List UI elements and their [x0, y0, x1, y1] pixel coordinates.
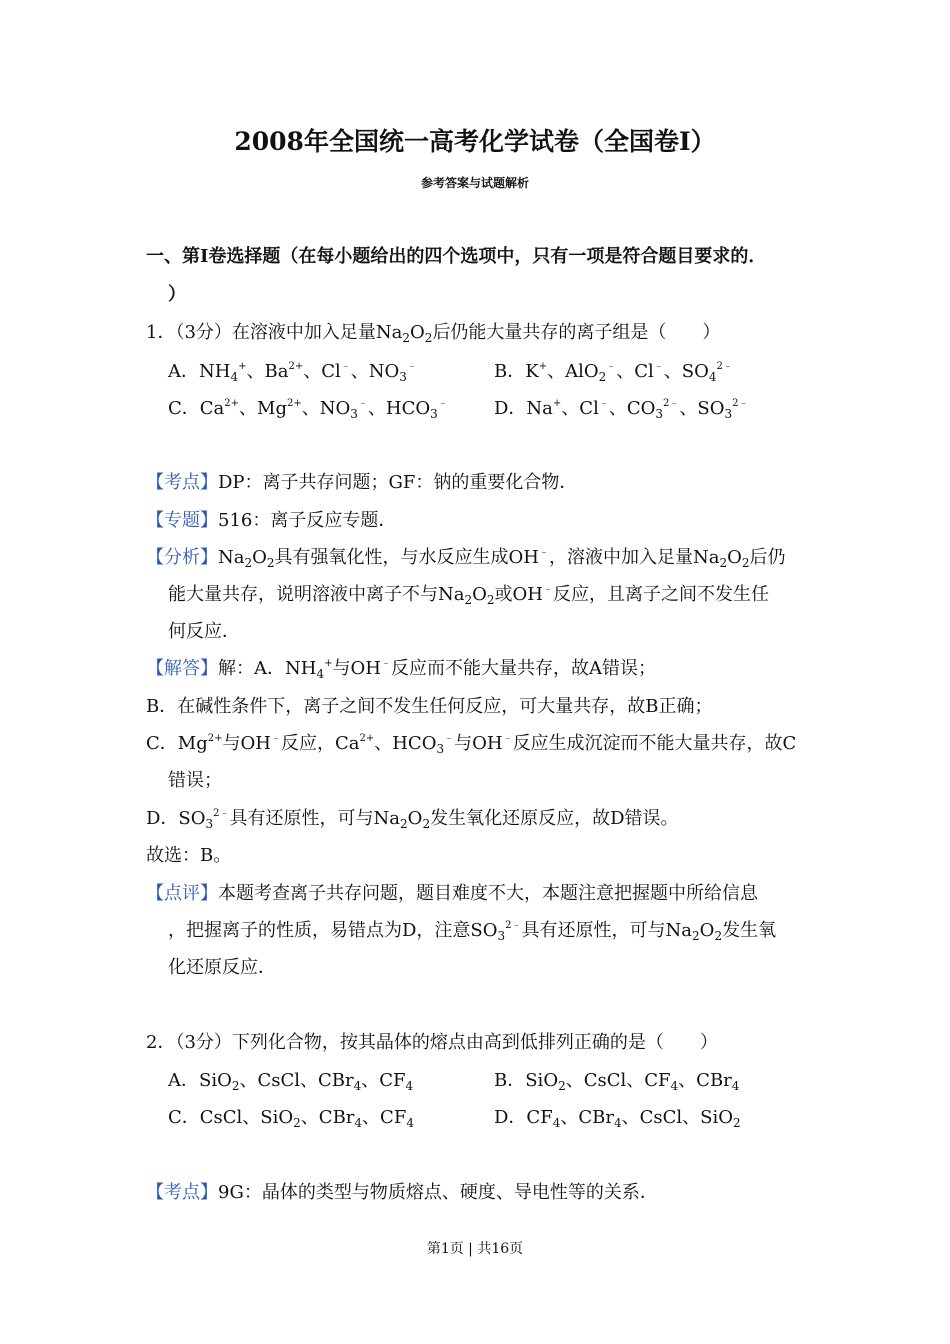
page-title: 2008年全国统一高考化学试卷（全国卷I）	[234, 127, 716, 156]
fenxi-tag: 【分析】	[146, 547, 218, 568]
q1-jieda-c: C．$Mg^{2+}$与OH﹣反应，$Ca^{2+}$、$HCO_3^﹣$与OH﹣反应生成沉淀而不能大量共存，故C	[146, 733, 797, 756]
q1-dianping-line3: 化还原反应．	[168, 957, 276, 978]
q1-option-b: B．K+、AlO$_2$﹣、Cl﹣、$SO_4^{2﹣}$	[494, 361, 733, 384]
q1-fenxi-line2: 能大量共存，说明溶液中离子不与$Na_2O_2$或OH﹣反应，且离子之间不发生任	[168, 584, 769, 607]
q2-option-b: B．SiO$_2$、CsCl、$CF_4$、CBr$_4$	[494, 1070, 740, 1093]
section-heading-continued: ）	[168, 284, 186, 305]
zhuanti-tag: 【专题】	[146, 510, 218, 531]
q1-fenxi: 【分析】$Na_2O_2$具有强氧化性，与水反应生成OH﹣，溶液中加入足量$Na_2O_2$后仍	[146, 547, 786, 570]
q1-option-d: D．Na+、Cl﹣、$CO_3^{2﹣}$、$SO_3^{2﹣}$	[494, 398, 749, 421]
q1-jieda: 【解答】解：A．$NH_4^+$与OH﹣反应而不能大量共存，故A错误；	[146, 658, 656, 681]
q1-kaodian: 【考点】DP：离子共存问题；GF：钠的重要化合物．	[146, 472, 578, 493]
q2-option-d: D．$CF_4$、CBr$_4$、CsCl、SiO$_2$	[494, 1107, 741, 1130]
q1-dianping: 【点评】本题考查离子共存问题，题目难度不大，本题注意把握题中所给信息	[146, 883, 758, 904]
q2-option-c: C．CsCl、SiO$_2$、CBr$_4$、$CF_4$	[168, 1107, 414, 1130]
kaodian-tag: 【考点】	[146, 1182, 218, 1203]
section-heading: 一、第I卷选择题（在每小题给出的四个选项中，只有一项是符合题目要求的．	[146, 246, 767, 267]
dianping-tag: 【点评】	[146, 883, 218, 904]
q1-jieda-b: B．在碱性条件下，离子之间不发生任何反应，可大量共存，故B正确；	[146, 696, 713, 717]
q1-answer: 故选：B。	[146, 845, 232, 866]
jieda-tag: 【解答】	[146, 658, 218, 679]
question-1-stem: 1．（3分）在溶液中加入足量$Na_2O_2$后仍能大量共存的离子组是（ ）	[146, 322, 721, 345]
q1-jieda-d: D．$SO_3^{2﹣}$具有还原性，可与$Na_2O_2$发生氧化还原反应，故D错误。	[146, 808, 679, 831]
q1-jieda-c-line2: 错误；	[168, 770, 222, 791]
page-subtitle: 参考答案与试题解析	[420, 176, 529, 190]
q1-fenxi-line3: 何反应．	[168, 621, 240, 642]
q2-option-a: A．SiO$_2$、CsCl、CBr$_4$、$CF_4$	[168, 1070, 414, 1093]
page-footer: 第1页 | 共16页	[426, 1241, 524, 1257]
question-2-stem: 2．（3分）下列化合物，按其晶体的熔点由高到低排列正确的是（ ）	[146, 1032, 718, 1053]
q1-option-a: A．$NH_4^+$、$Ba^{2+}$、Cl﹣、$NO_3^﹣$	[168, 361, 417, 384]
q2-kaodian: 【考点】9G：晶体的类型与物质熔点、硬度、导电性等的关系．	[146, 1182, 658, 1203]
q1-option-c: C．$Ca^{2+}$、$Mg^{2+}$、$NO_3^﹣$、$HCO_3^﹣$	[168, 398, 448, 421]
q1-dianping-line2: ，把握离子的性质，易错点为D，注意$SO_3^{2﹣}$具有还原性，可与$Na_2O_2$发生氧	[168, 920, 777, 943]
q1-zhuanti: 【专题】516：离子反应专题．	[146, 510, 397, 531]
kaodian-tag: 【考点】	[146, 472, 218, 493]
